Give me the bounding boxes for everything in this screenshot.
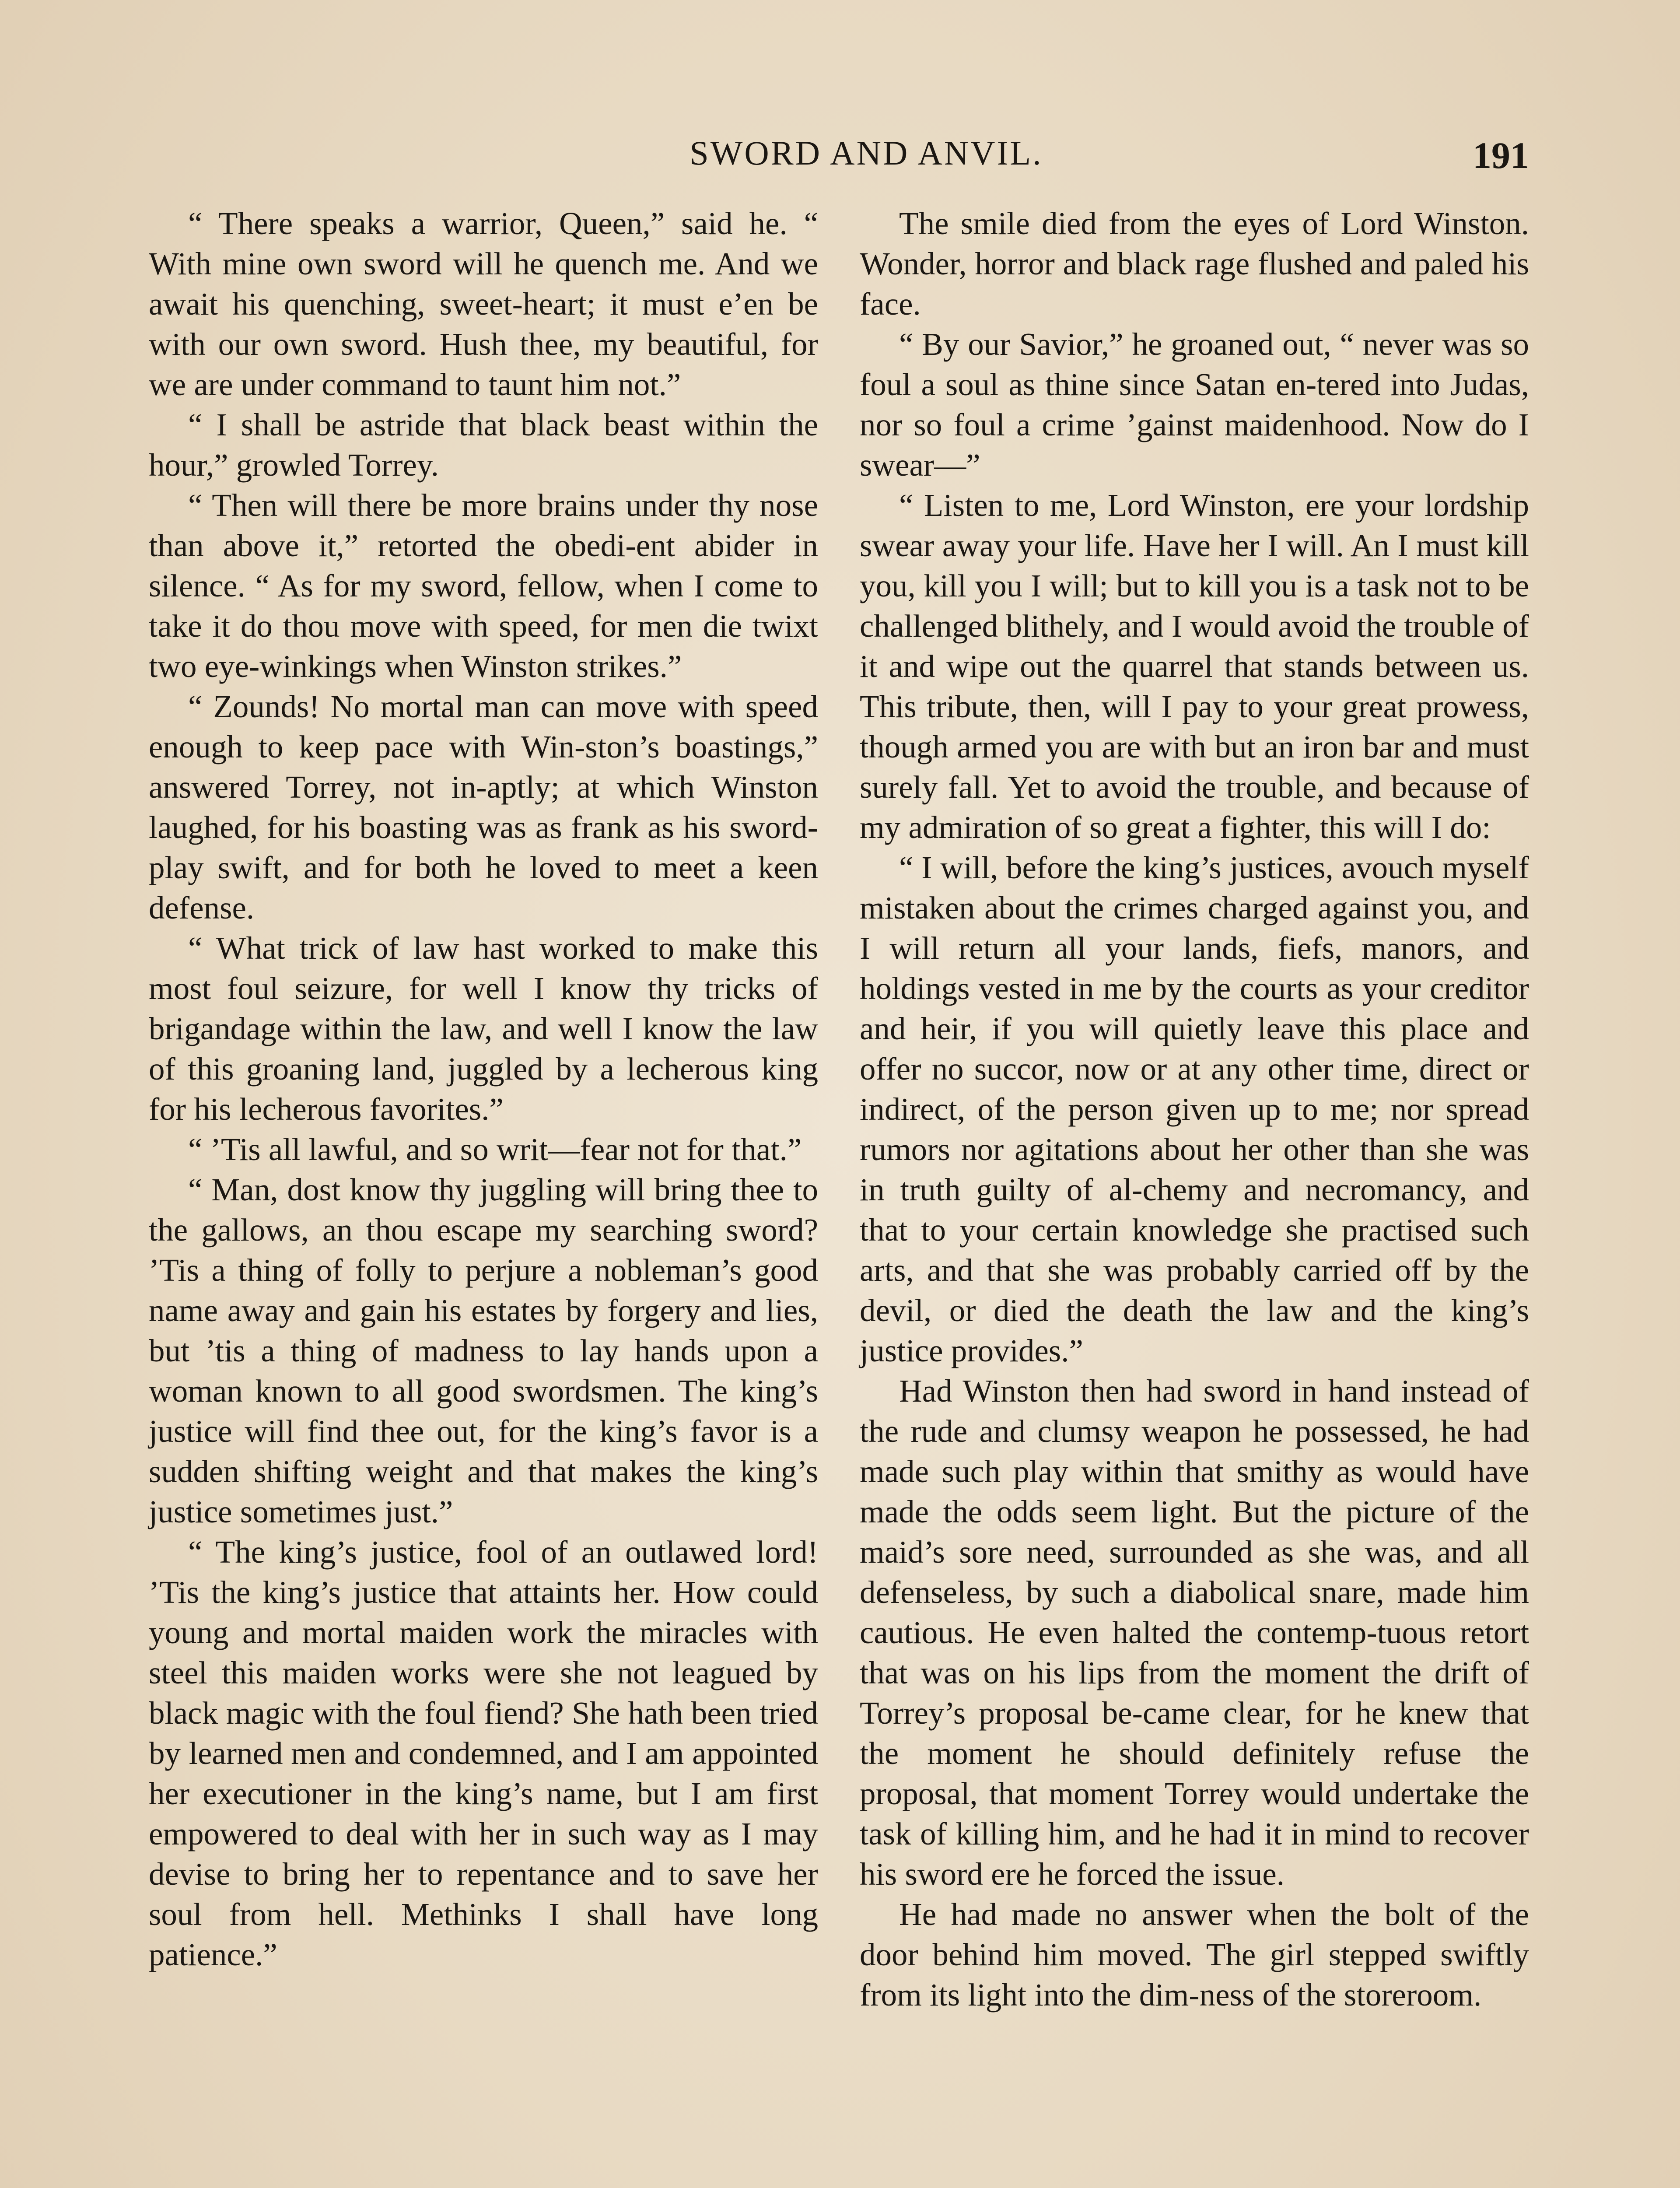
paragraph: “ I will, before the king’s justices, avouch myself mistaken about the crimes charged against you, and I will return all your lands, fiefs, manors, and holdings vested in me by the courts as your creditor and heir, if you will quietly leave this place and offer no succor, now or at any other time, direct or indirect, of the person given up to me; nor spread rumors nor agitations about her other than she was in truth guilty of al-chemy and necromancy, and that to your certain knowledge she practised such arts, and that she was probably carried off by the devil, or died the death the law and the king’s justice provides.” xyxy=(860,850,1529,1368)
paragraph: “ What trick of law hast worked to make this most foul seizure, for well I know thy tricks of brigandage within the law, and well I know the law of this groaning land, juggled by a lecherous king for his lecherous favorites.” xyxy=(149,930,818,1127)
paragraph: He had made no answer when the bolt of the door behind him moved. The girl stepped swiftly from its light into the dim-ness of the storeroom. xyxy=(860,1897,1529,2013)
page-header xyxy=(0,133,1680,177)
paragraph: “ There speaks a warrior, Queen,” said he. “ With mine own sword will he quench me. And we await his quenching, sweet-heart; it must e’en be with our own sword. Hush thee, my beautiful, for we are under command to taunt him not.” xyxy=(149,206,818,402)
page-number: 191 xyxy=(1473,134,1529,176)
paragraph: “ Listen to me, Lord Winston, ere your lordship swear away your life. Have her I will. An I must kill you, kill you I will; but to kill you is a task not to be challenged blithely, and I would avoid the trouble of it and wipe out the quarrel that stands between us. This tribute, then, will I pay to your great prowess, though armed you are with but an iron bar and must surely fall. Yet to avoid the trouble, and because of my admiration of so great a fighter, this will I do: xyxy=(860,487,1529,845)
running-title: SWORD AND ANVIL. xyxy=(690,134,1043,172)
paragraph: “ The king’s justice, fool of an outlawed lord! ’Tis the king’s justice that attaints her. How could young and mortal maiden work the miracles with steel this maiden works were she not leagued by black magic with the foul fiend? She hath been tried by learned men and condemned, and I am appointed her executioner in the king’s name, but I am first empowered to deal with her in such way as I may devise to bring her to repentance and to save her soul from hell. Methinks I shall have long patience.” xyxy=(149,1534,818,1972)
paragraph: The smile died from the eyes of Lord Winston. Wonder, horror and black rage flushed and paled his face. xyxy=(860,206,1529,322)
paragraph: “ ’Tis all lawful, and so writ—fear not for that.” xyxy=(188,1132,802,1167)
left-column xyxy=(149,203,818,1975)
paragraph: “ Then will there be more brains under thy nose than above it,” retorted the obedi-ent abider in silence. “ As for my sword, fellow, when I come to take it do thou move with speed, for men die twixt two eye-winkings when Winston strikes.” xyxy=(149,487,818,684)
paragraph: Had Winston then had sword in hand instead of the rude and clumsy weapon he possessed, he had made such play within that smithy as would have made the odds seem light. But the picture of the maid’s sore need, surrounded as she was, and all defenseless, by such a diabolical snare, made him cautious. He even halted the contemp-tuous retort that was on his lips from the moment the drift of Torrey’s proposal be-came clear, for he knew that the moment he should definitely refuse the proposal, that moment Torrey would undertake the task of killing him, and he had it in mind to recover his sword ere he forced the issue. xyxy=(860,1373,1529,1892)
paragraph: “ By our Savior,” he groaned out, “ never was so foul a soul as thine since Satan en-tered into Judas, nor so foul a crime ’gainst maidenhood. Now do I swear—” xyxy=(860,326,1529,483)
paragraph: “ I shall be astride that black beast within the hour,” growled Torrey. xyxy=(149,407,818,483)
paragraph: “ Zounds! No mortal man can move with speed enough to keep pace with Win-ston’s boastings,” answered Torrey, not in-aptly; at which Winston laughed, for his boasting was as frank as his sword-play swift, and for both he loved to meet a keen defense. xyxy=(149,689,818,926)
paragraph: “ Man, dost know thy juggling will bring thee to the gallows, an thou escape my searching sword? ’Tis a thing of folly to perjure a nobleman’s good name away and gain his estates by forgery and lies, but ’tis a thing of madness to lay hands upon a woman known to all good swordsmen. The king’s justice will find thee out, for the king’s favor is a sudden shifting weight and that makes the king’s justice sometimes just.” xyxy=(149,1172,818,1529)
right-column xyxy=(860,203,1529,2015)
